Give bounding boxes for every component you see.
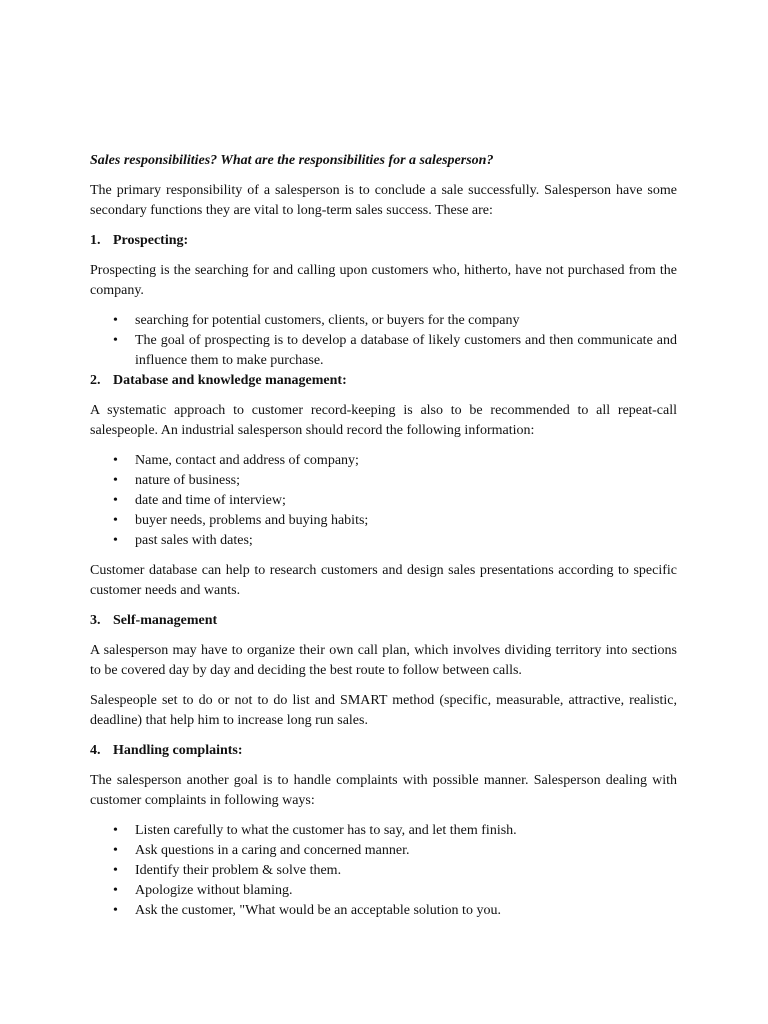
bullet-icon: •: [113, 333, 118, 348]
section-number: 3.: [90, 613, 101, 628]
database-bullet-list: [90, 451, 677, 551]
intro-paragraph: The primary responsibility of a salesperson is to conclude a sale successfully. Salesperson have some secondary functions they are vital to long-term sales success. These are:: [90, 183, 677, 218]
prospecting-paragraph: Prospecting is the searching for and calling upon customers who, hitherto, have not purchased from the company.: [90, 263, 677, 298]
bullet-icon: •: [113, 513, 118, 528]
database-paragraph: A systematic approach to customer record-keeping is also to be recommended to all repeat-call salespeople. An industrial salesperson should record the following information:: [90, 403, 677, 438]
list-item: • Apologize without blaming.: [90, 881, 677, 901]
section-heading-prospecting: [90, 231, 677, 251]
list-item: • Ask questions in a caring and concerned manner.: [90, 841, 677, 861]
list-item: • Listen carefully to what the customer has to say, and let them finish.: [90, 821, 677, 841]
list-item: • searching for potential customers, clients, or buyers for the company: [90, 311, 677, 331]
bullet-icon: •: [113, 903, 118, 918]
bullet-icon: •: [113, 473, 118, 488]
list-item: • buyer needs, problems and buying habits;: [90, 511, 677, 531]
list-item: • Ask the customer, "What would be an acceptable solution to you.: [90, 901, 677, 921]
section-number: 2.: [90, 373, 101, 388]
section-heading-self-management: [90, 611, 677, 631]
list-item: • Identify their problem & solve them.: [90, 861, 677, 881]
document-page: [90, 151, 677, 931]
complaints-bullet-list: [90, 821, 677, 921]
section-number: 1.: [90, 233, 101, 248]
section-heading-complaints: [90, 741, 677, 761]
section-title: Prospecting:: [113, 233, 189, 248]
self-management-paragraph: A salesperson may have to organize their own call plan, which involves dividing territory into sections to be covered day by day and deciding the best route to follow between calls.: [90, 643, 677, 678]
database-summary-paragraph: Customer database can help to research customers and design sales presentations according to specific customer needs and wants.: [90, 563, 677, 598]
bullet-icon: •: [113, 493, 118, 508]
bullet-icon: •: [113, 533, 118, 548]
list-item: • nature of business;: [90, 471, 677, 491]
section-title: Self-management: [113, 613, 218, 628]
section-title: Database and knowledge management:: [113, 373, 347, 388]
bullet-icon: •: [113, 453, 118, 468]
list-item: • The goal of prospecting is to develop a database of likely customers and then communicate and influence them to make purchase.: [113, 333, 677, 368]
document-title: Sales responsibilities? What are the responsibilities for a salesperson?: [90, 153, 494, 168]
bullet-icon: •: [113, 863, 118, 878]
section-title: Handling complaints:: [113, 743, 243, 758]
bullet-icon: •: [113, 823, 118, 838]
smart-method-paragraph: Salespeople set to do or not to do list and SMART method (specific, measurable, attractive, realistic, deadline) that help him to increase long run sales.: [90, 693, 677, 728]
bullet-icon: •: [113, 883, 118, 898]
prospecting-bullet-list: [90, 311, 677, 371]
section-heading-database: [90, 371, 677, 391]
complaints-paragraph: The salesperson another goal is to handle complaints with possible manner. Salesperson dealing with customer complaints in following ways:: [90, 773, 677, 808]
list-item: • past sales with dates;: [90, 531, 677, 551]
section-number: 4.: [90, 743, 101, 758]
list-item: • Name, contact and address of company;: [90, 451, 677, 471]
list-item: • date and time of interview;: [90, 491, 677, 511]
bullet-icon: •: [113, 313, 118, 328]
bullet-icon: •: [113, 843, 118, 858]
